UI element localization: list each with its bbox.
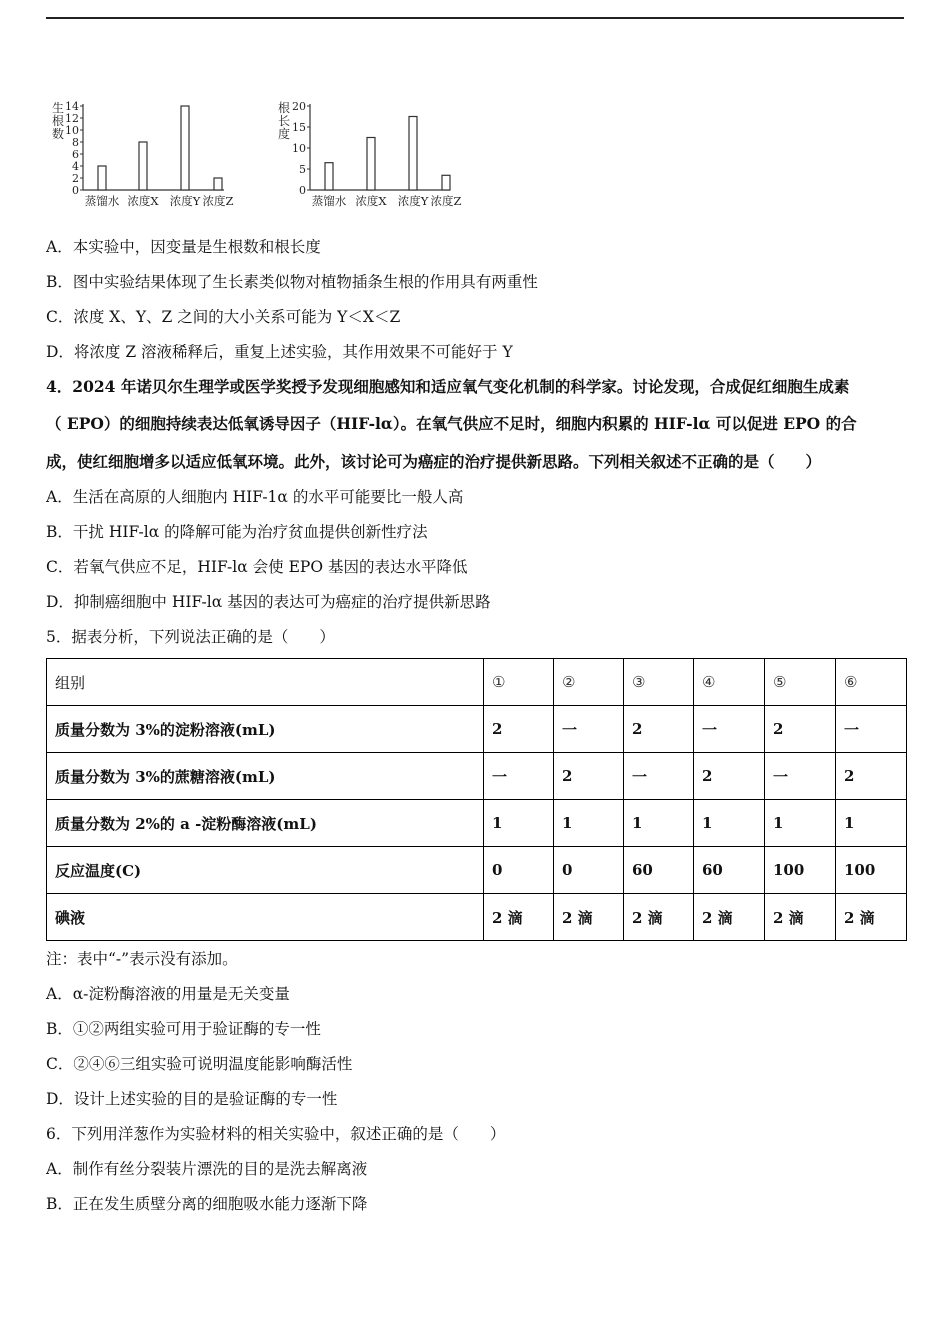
q5-option-c: C．②④⑥三组实验可说明温度能影响酶活性	[46, 1055, 353, 1073]
experiment-table	[46, 658, 907, 941]
svg-text:根: 根	[52, 114, 65, 128]
table-cell: 2	[484, 706, 554, 753]
table-cell: 100	[765, 847, 836, 894]
table-cell: 碘液	[47, 894, 484, 941]
table-header-row	[47, 659, 907, 706]
q4-option-a: A．生活在高原的人细胞内 HIF-1α 的水平可能要比一般人高	[46, 488, 464, 506]
table-cell: 2 滴	[484, 894, 554, 941]
y-tick-label: 10	[292, 142, 306, 155]
table-header-cell: ④	[694, 659, 765, 706]
x-category-label: 浓度X	[127, 194, 159, 208]
table-cell: 一	[554, 706, 624, 753]
table-cell: 1	[554, 800, 624, 847]
table-row	[47, 847, 907, 894]
table-cell: 一	[765, 753, 836, 800]
table-cell: 100	[836, 847, 907, 894]
table-header-cell: 组别	[47, 659, 484, 706]
q3-option-b: B．图中实验结果体现了生长素类似物对植物插条生根的作用具有两重性	[46, 273, 538, 291]
y-tick-label: 20	[292, 100, 306, 113]
y-tick-label: 6	[72, 148, 79, 161]
table-cell: 2 滴	[694, 894, 765, 941]
header-rule	[46, 17, 904, 19]
y-tick-label: 15	[292, 121, 306, 134]
q5-option-a: A．α-淀粉酶溶液的用量是无关变量	[46, 985, 290, 1003]
table-cell: 0	[554, 847, 624, 894]
q5-stem: 5．据表分析，下列说法正确的是（ ）	[46, 628, 335, 646]
table-header-cell: ①	[484, 659, 554, 706]
q4-option-b: B．干扰 HIF-lα 的降解可能为治疗贫血提供创新性疗法	[46, 523, 428, 541]
x-category-label: 蒸馏水	[311, 194, 347, 208]
table-cell: 反应温度(C)	[47, 847, 484, 894]
table-cell: 2 滴	[624, 894, 694, 941]
table-header-cell: ⑥	[836, 659, 907, 706]
bar	[181, 106, 189, 190]
table-cell: 1	[765, 800, 836, 847]
q4-option-d: D．抑制癌细胞中 HIF-lα 基因的表达可为癌症的治疗提供新思路	[46, 593, 491, 611]
q3-option-d: D．将浓度 Z 溶液稀释后，重复上述实验，其作用效果不可能好于 Y	[46, 343, 513, 361]
svg-text:生: 生	[52, 101, 65, 115]
chart-rooting-number-svg	[46, 100, 246, 215]
y-tick-label: 5	[299, 163, 306, 176]
y-tick-label: 14	[65, 100, 79, 113]
q3-option-c: C．浓度 X、Y、Z 之间的大小关系可能为 Y＜X＜Z	[46, 308, 401, 326]
table-cell: 质量分数为 3%的淀粉溶液(mL)	[47, 706, 484, 753]
table-cell: 60	[694, 847, 765, 894]
y-tick-label: 12	[65, 112, 79, 125]
svg-text:数: 数	[52, 127, 65, 141]
bar	[214, 178, 222, 190]
q5-table-note: 注：表中“-”表示没有添加。	[46, 950, 238, 968]
table-header-cell: ⑤	[765, 659, 836, 706]
q4-stem-line-3: 成，使红细胞增多以适应低氧环境。此外，该讨论可为癌症的治疗提供新思路。下列相关叙述不正确的是（ ）	[46, 452, 822, 471]
bar	[367, 138, 375, 191]
table-cell: 1	[484, 800, 554, 847]
table-cell: 1	[694, 800, 765, 847]
table-cell: 一	[694, 706, 765, 753]
table-cell: 2	[624, 706, 694, 753]
chart-root-length-svg	[272, 100, 472, 215]
chart-root-length	[272, 100, 472, 219]
table-cell: 2	[694, 753, 765, 800]
q5-option-d: D．设计上述实验的目的是验证酶的专一性	[46, 1090, 338, 1108]
y-tick-label: 0	[72, 184, 79, 197]
y-tick-label: 8	[72, 136, 79, 149]
x-category-label: 浓度Y	[397, 194, 429, 208]
y-tick-label: 2	[72, 172, 79, 185]
table-cell: 一	[624, 753, 694, 800]
table-cell: 0	[484, 847, 554, 894]
y-tick-label: 0	[299, 184, 306, 197]
bar	[325, 163, 333, 190]
table-cell: 2	[765, 706, 836, 753]
q3-option-a: A．本实验中，因变量是生根数和根长度	[46, 238, 321, 256]
chart-y-label	[52, 100, 64, 141]
q6-option-b: B．正在发生质壁分离的细胞吸水能力逐渐下降	[46, 1195, 368, 1213]
table-cell: 一	[484, 753, 554, 800]
q6-stem: 6．下列用洋葱作为实验材料的相关实验中，叙述正确的是（ ）	[46, 1125, 506, 1143]
svg-text:度: 度	[278, 127, 291, 141]
table-cell: 2 滴	[836, 894, 907, 941]
table-cell: 2	[554, 753, 624, 800]
table-cell: 2	[836, 753, 907, 800]
bar	[442, 175, 450, 190]
svg-text:根: 根	[278, 101, 291, 115]
table-cell: 一	[836, 706, 907, 753]
svg-text:长: 长	[278, 114, 291, 128]
table-cell: 60	[624, 847, 694, 894]
chart-rooting-number	[46, 100, 246, 219]
table-row	[47, 753, 907, 800]
x-category-label: 浓度Z	[202, 194, 234, 208]
q6-option-a: A．制作有丝分裂装片漂洗的目的是洗去解离液	[46, 1160, 368, 1178]
bar	[409, 117, 417, 191]
x-category-label: 浓度Y	[169, 194, 201, 208]
table-cell: 2 滴	[554, 894, 624, 941]
table-cell: 质量分数为 2%的 a -淀粉酶溶液(mL)	[47, 800, 484, 847]
table-header-cell: ③	[624, 659, 694, 706]
table-row	[47, 894, 907, 941]
table-row	[47, 800, 907, 847]
x-category-label: 浓度Z	[430, 194, 462, 208]
bar	[98, 166, 106, 190]
table-row	[47, 706, 907, 753]
table-header-cell: ②	[554, 659, 624, 706]
y-tick-label: 4	[72, 160, 79, 173]
q4-option-c: C．若氧气供应不足，HIF-lα 会使 EPO 基因的表达水平降低	[46, 558, 468, 576]
x-category-label: 蒸馏水	[84, 194, 120, 208]
y-tick-label: 10	[65, 124, 79, 137]
x-category-label: 浓度X	[355, 194, 387, 208]
table-cell: 1	[836, 800, 907, 847]
chart-y-label	[278, 100, 290, 141]
q4-stem-line-2: （ EPO）的细胞持续表达低氧诱导因子（HIF-lα）。在氧气供应不足时，细胞内积累的 HIF-lα 可以促进 EPO 的合	[46, 414, 857, 433]
q5-option-b: B．①②两组实验可用于验证酶的专一性	[46, 1020, 321, 1038]
q4-stem-line-1: 4．2024 年诺贝尔生理学或医学奖授予发现细胞感知和适应氧气变化机制的科学家。讨论发现，合成促红细胞生成素	[46, 377, 850, 396]
bar	[139, 142, 147, 190]
table-cell: 2 滴	[765, 894, 836, 941]
table-cell: 质量分数为 3%的蔗糖溶液(mL)	[47, 753, 484, 800]
table-cell: 1	[624, 800, 694, 847]
